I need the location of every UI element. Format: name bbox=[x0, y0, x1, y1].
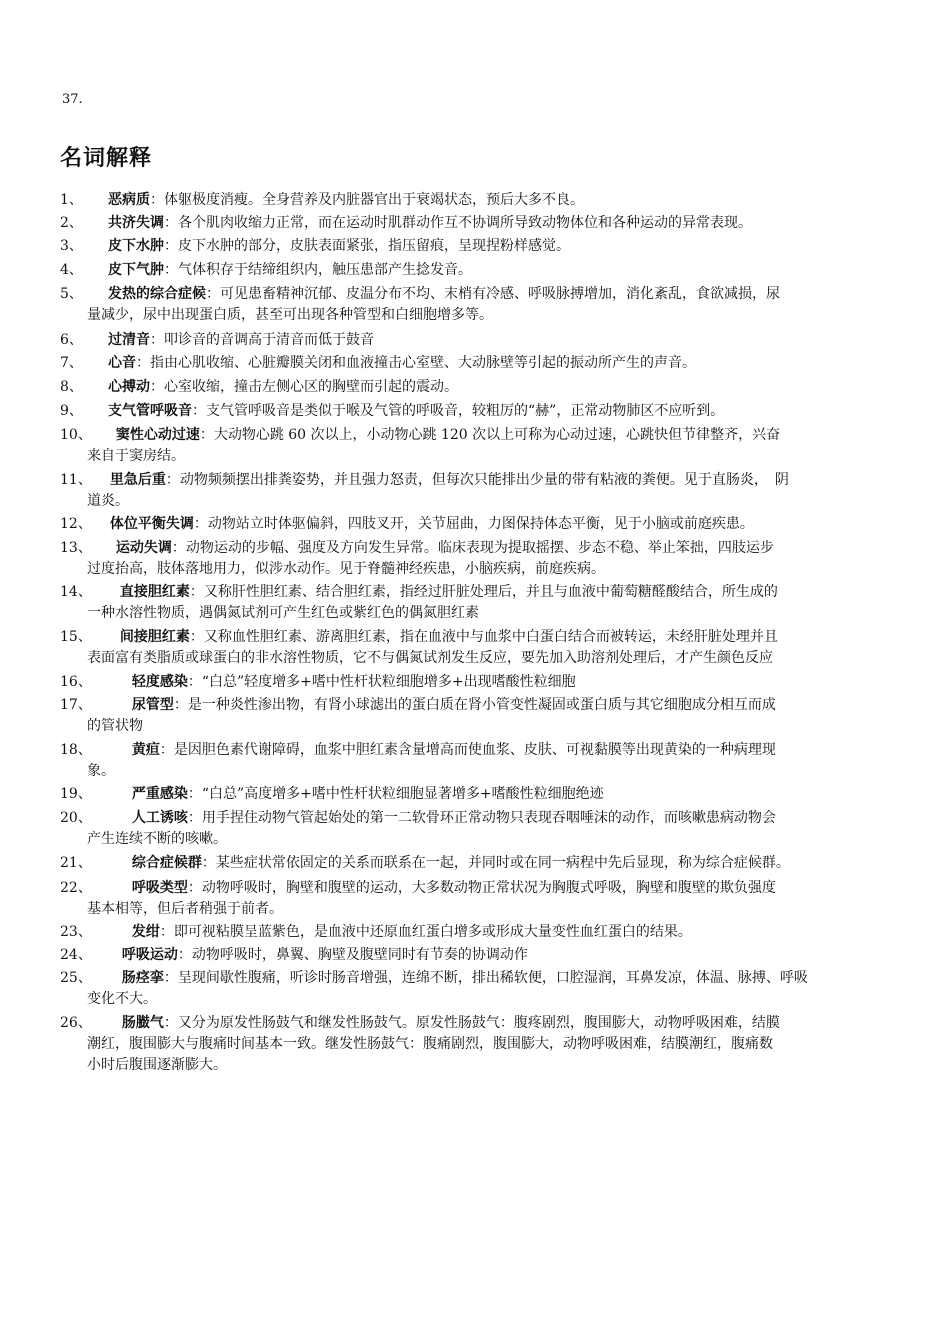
glossary-entry bbox=[60, 878, 902, 920]
entry-number: 20、 bbox=[60, 810, 92, 826]
entry-definition-continued: 来自于窦房结。 bbox=[87, 448, 185, 464]
entry-definition: ：动物运动的步幅、强度及方向发生异常。临床表现为提取摇摆、步态不稳、举止笨拙，四肢运步 bbox=[171, 540, 774, 556]
glossary-entry bbox=[60, 1013, 902, 1076]
entry-number: 11、 bbox=[60, 472, 92, 488]
entry-term: 恶病质 bbox=[108, 192, 150, 208]
entry-term: 黄疸 bbox=[131, 742, 160, 758]
entry-term: 皮下气肿 bbox=[108, 262, 164, 278]
glossary-entry bbox=[60, 672, 902, 693]
entry-number: 10、 bbox=[60, 427, 92, 443]
entry-term: 过清音 bbox=[108, 332, 150, 348]
entry-definition: ：又分为原发性肠鼓气和继发性肠鼓气。原发性肠鼓气：腹疼剧烈，腹围膨大，动物呼吸困难，结膜 bbox=[163, 1015, 780, 1031]
entry-number: 2、 bbox=[60, 215, 83, 231]
entry-definition-continued: 量减少，尿中出现蛋白质，甚至可出现各种管型和白细胞增多等。 bbox=[87, 307, 493, 323]
entry-term: 里急后重 bbox=[109, 472, 166, 488]
entry-definition: ：某些症状常依固定的关系而联系在一起，并同时或在同一病程中先后显现，称为综合症候群。 bbox=[201, 855, 790, 871]
entry-number: 5、 bbox=[60, 286, 83, 302]
entry-number: 1、 bbox=[60, 192, 83, 208]
entry-number: 3、 bbox=[60, 238, 83, 254]
entry-term: 间接胆红素 bbox=[119, 629, 190, 645]
entry-number: 12、 bbox=[60, 516, 92, 532]
entry-definition: ：体躯极度消瘦。全身营养及内脏器官出于衰竭状态，预后大多不良。 bbox=[150, 192, 584, 208]
entry-definition: ：即可视粘膜呈蓝紫色，是血液中还原血红蛋白增多或形成大量变性血红蛋白的结果。 bbox=[159, 924, 692, 940]
entry-number: 22、 bbox=[60, 880, 92, 896]
entry-number: 16、 bbox=[60, 674, 92, 690]
entry-number: 14、 bbox=[60, 584, 92, 600]
glossary-entry bbox=[60, 353, 902, 374]
entry-definition: ：可见患畜精神沉郁、皮温分布不均、末梢有冷感、呼吸脉搏增加，消化紊乱，食欲减损，尿 bbox=[206, 286, 780, 302]
entry-definition-continued: 过度抬高，肢体落地用力，似涉水动作。见于脊髓神经疾患，小脑疾病，前庭疾病。 bbox=[87, 561, 605, 577]
section-title: 名词解释 bbox=[60, 146, 153, 171]
entry-definition: ：“白总”轻度增多+嗜中性杆状粒细胞增多+出现嗜酸性粒细胞 bbox=[187, 674, 576, 690]
entry-term: 体位平衡失调 bbox=[109, 516, 194, 532]
glossary-entry bbox=[60, 740, 902, 782]
entry-term: 呼吸类型 bbox=[131, 880, 188, 896]
entry-number: 7、 bbox=[60, 355, 83, 371]
entry-definition: ：大动物心跳 60 次以上，小动物心跳 120 次以上可称为心动过速，心跳快但节律整齐，兴奋 bbox=[199, 427, 781, 443]
entry-term: 直接胆红素 bbox=[119, 584, 190, 600]
entry-term: 发绀 bbox=[131, 924, 160, 940]
entry-definition: ：皮下水肿的部分，皮肤表面紧张，指压留痕，呈现捏粉样感觉。 bbox=[164, 238, 570, 254]
entry-definition: ：气体积存于结缔组织内，触压患部产生捻发音。 bbox=[164, 262, 472, 278]
glossary-entry bbox=[60, 470, 902, 512]
entry-definition: ：指由心肌收缩、心脏瓣膜关闭和血液撞击心室壁、大动脉壁等引起的振动所产生的声音。 bbox=[136, 355, 696, 371]
glossary-entry bbox=[60, 190, 902, 211]
glossary-entry bbox=[60, 425, 902, 467]
entry-term: 运动失调 bbox=[115, 540, 172, 556]
entry-term: 发热的综合症候 bbox=[108, 286, 206, 302]
entry-term: 综合症候群 bbox=[131, 855, 202, 871]
entry-definition: ：动物呼吸时，鼻翼、胸壁及腹壁同时有节奏的协调动作 bbox=[177, 947, 528, 963]
entry-term: 心音 bbox=[108, 355, 136, 371]
glossary-entry bbox=[60, 784, 902, 805]
glossary-entry bbox=[60, 514, 902, 535]
entry-definition: ：各个肌肉收缩力正常，而在运动时肌群动作互不协调所导致动物体位和各种运动的异常表现。 bbox=[164, 215, 752, 231]
entry-number: 6、 bbox=[60, 332, 83, 348]
entry-definition: ：心室收缩，撞击左侧心区的胸壁而引起的震动。 bbox=[150, 379, 458, 395]
entry-definition: ：又称肝性胆红素、结合胆红素，指经过肝脏处理后，并且与血液中葡萄糖醛酸结合，所生成的 bbox=[189, 584, 778, 600]
entry-term: 窦性心动过速 bbox=[115, 427, 200, 443]
entry-definition: ：动物频频摆出排粪姿势，并且强力怒责，但每次只能排出少量的带有粘液的粪便。见于直肠炎， 阴 bbox=[165, 472, 789, 488]
entry-number: 13、 bbox=[60, 540, 92, 556]
entry-number: 17、 bbox=[60, 697, 92, 713]
glossary-entry bbox=[60, 236, 902, 257]
glossary-entry bbox=[60, 808, 902, 850]
entry-term: 心搏动 bbox=[108, 379, 150, 395]
entry-number: 24、 bbox=[60, 947, 92, 963]
entry-definition-continued: 表面富有类脂质或球蛋白的非水溶性物质，它不与偶氮试剂发生反应，要先加入助溶剂处理后，才产生颜色反应 bbox=[87, 650, 773, 666]
entry-definition: ：是一种炎性渗出物，有肾小球滤出的蛋白质在肾小管变性凝固或蛋白质与其它细胞成分相互而成 bbox=[173, 697, 776, 713]
entry-term: 人工诱咳 bbox=[131, 810, 188, 826]
entry-definition-continued: 变化不大。 bbox=[87, 991, 157, 1007]
entry-term: 支气管呼吸音 bbox=[108, 403, 192, 419]
entry-definition: ：呈现间歇性腹痛，听诊时肠音增强，连绵不断，排出稀软便，口腔湿润，耳鼻发凉，体温、脉搏、呼吸 bbox=[163, 970, 808, 986]
glossary-entry bbox=[60, 213, 902, 234]
entry-definition-continued: 的管状物 bbox=[87, 718, 143, 734]
entry-number: 8、 bbox=[60, 379, 83, 395]
entry-definition-continued: 潮红，腹围膨大与腹痛时间基本一致。继发性肠鼓气：腹痛剧烈，腹围膨大，动物呼吸困难，结膜潮红，腹痛数 bbox=[87, 1036, 773, 1052]
glossary-entry bbox=[60, 582, 902, 624]
entry-number: 15、 bbox=[60, 629, 92, 645]
entry-number: 25、 bbox=[60, 970, 92, 986]
entry-definition: ：动物站立时体驱偏斜，四肢叉开，关节屈曲，力图保持体态平衡，见于小脑或前庭疾患。 bbox=[193, 516, 754, 532]
glossary-entry bbox=[60, 260, 902, 281]
entry-term: 严重感染 bbox=[131, 786, 188, 802]
entry-number: 4、 bbox=[60, 262, 83, 278]
entry-term: 肠痉挛 bbox=[121, 970, 164, 986]
entry-term: 尿管型 bbox=[131, 697, 174, 713]
entry-definition: ：又称血性胆红素、游离胆红素，指在血液中与血浆中白蛋白结合而被转运，未经肝脏处理并且 bbox=[189, 629, 778, 645]
entry-term: 皮下水肿 bbox=[108, 238, 164, 254]
entry-definition-continued: 小时后腹围逐渐膨大。 bbox=[87, 1057, 227, 1073]
glossary-entry bbox=[60, 401, 902, 422]
entry-term: 轻度感染 bbox=[131, 674, 188, 690]
glossary-entry bbox=[60, 627, 902, 669]
entry-term: 共济失调 bbox=[108, 215, 164, 231]
entry-number: 19、 bbox=[60, 786, 92, 802]
glossary-entry bbox=[60, 853, 902, 874]
glossary-entry bbox=[60, 945, 902, 966]
entry-number: 21、 bbox=[60, 855, 92, 871]
entry-definition: ：叩诊音的音调高于清音而低于鼓音 bbox=[150, 332, 374, 348]
entry-definition-continued: 一种水溶性物质，遇偶氮试剂可产生红色或紫红色的偶氮胆红素 bbox=[87, 605, 479, 621]
entry-number: 18、 bbox=[60, 742, 92, 758]
page-number: 37. bbox=[62, 92, 83, 107]
entry-term: 肠臌气 bbox=[121, 1015, 164, 1031]
glossary-entry bbox=[60, 377, 902, 398]
entry-definition: ：支气管呼吸音是类似于喉及气管的呼吸音，较粗厉的“赫”，正常动物肺区不应听到。 bbox=[192, 403, 725, 419]
glossary-entry bbox=[60, 695, 902, 737]
entry-term: 呼吸运动 bbox=[121, 947, 178, 963]
entry-definition-continued: 基本相等，但后者稍强于前者。 bbox=[87, 901, 283, 917]
entry-number: 9、 bbox=[60, 403, 83, 419]
glossary-entry bbox=[60, 968, 902, 1010]
entry-definition: ：动物呼吸时，胸壁和腹壁的运动，大多数动物正常状况为胸腹式呼吸，胸壁和腹壁的欺负强度 bbox=[187, 880, 776, 896]
entry-number: 26、 bbox=[60, 1015, 92, 1031]
glossary-entry bbox=[60, 538, 902, 580]
glossary-entry bbox=[60, 330, 902, 351]
entry-definition-continued: 道炎。 bbox=[87, 493, 129, 509]
entry-definition: ：用手捏住动物气管起始处的第一二软骨环正常动物只表现吞咽唾沫的动作，而咳嗽患病动物会 bbox=[187, 810, 776, 826]
entry-number: 23、 bbox=[60, 924, 92, 940]
entry-definition: ：“白总”高度增多+嗜中性杆状粒细胞显著增多+嗜酸性粒细胞绝迹 bbox=[187, 786, 604, 802]
glossary-entry bbox=[60, 284, 902, 326]
entry-definition-continued: 象。 bbox=[87, 763, 115, 779]
entry-definition: ：是因胆色素代谢障碍，血浆中胆红素含量增高而使血浆、皮肤、可视黏膜等出现黄染的一种病理现 bbox=[159, 742, 776, 758]
glossary-entry bbox=[60, 922, 902, 943]
entry-definition-continued: 产生连续不断的咳嗽。 bbox=[87, 831, 227, 847]
